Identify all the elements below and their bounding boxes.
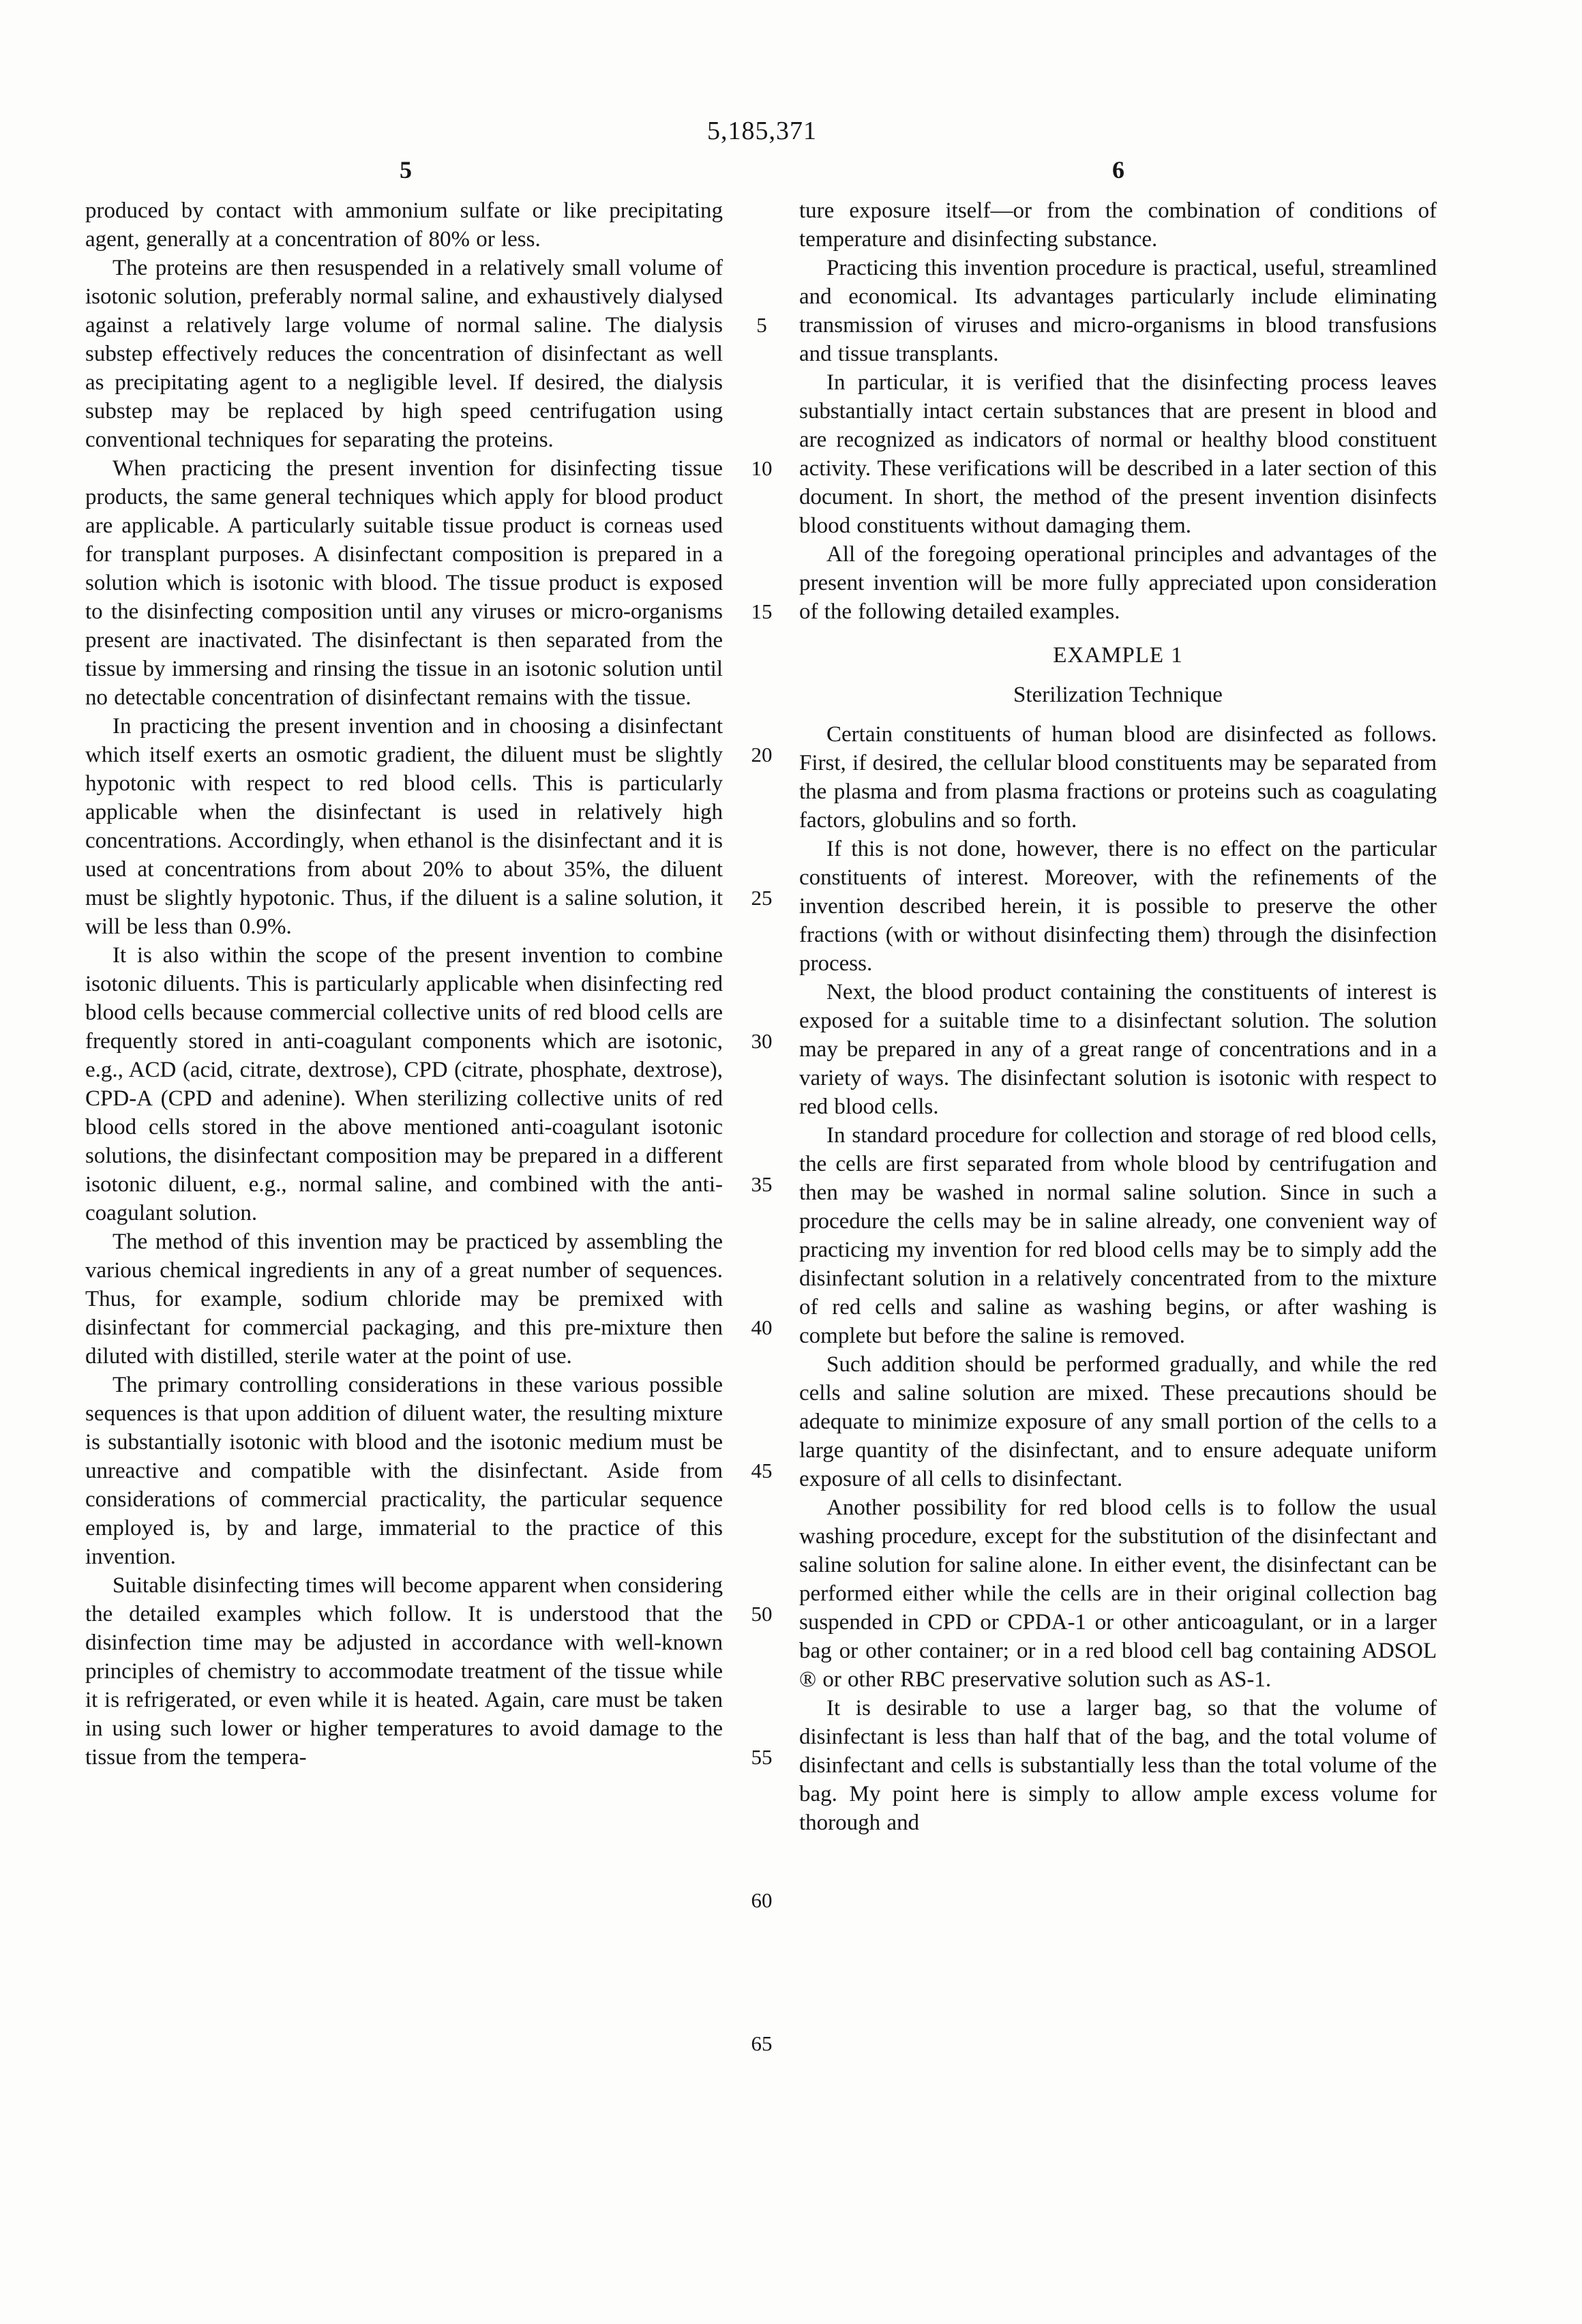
example-subheading: Sterilization Technique	[1013, 683, 1223, 707]
column-number-right: 6	[1112, 156, 1124, 183]
line-number: 30	[751, 1029, 773, 1053]
line-number: 20	[751, 743, 773, 766]
paragraph: Another possibility for red blood cells is to follow the usual washing procedure, except for the substitution of the disinfectant and saline solution for saline alone. In either event, the disinfectant can be performed either while the cells are in their original collection bag suspended in CPD or CPDA-1 or other anticoagulant, or in a larger bag or other container; or in a red blood cell bag containing ADSOL ® or other RBC preservative solution such as AS-1.	[799, 1495, 1437, 1692]
paragraph: It is also within the scope of the present invention to combine isotonic diluents. This is particularly applicable when disinfecting red blood cells because commercial collective units of red blood cells are frequently stored in anti-coagulant components which are isotonic, e.g., ACD (acid, citrate, dextrose), CPD (citrate, phosphate, dextrose), CPD-A (CPD and adenine). When sterilizing collective units of red blood cells stored in the above mentioned anti-coagulant isotonic solutions, the disinfectant composition may be prepared in a different isotonic diluent, e.g., normal saline, and combined with the anti-coagulant solution.	[85, 943, 723, 1225]
paragraph: If this is not done, however, there is no effect on the particular constituents of interest. Moreover, with the refinements of the invention described herein, it is possible to preserve the other fractions (with or without disinfecting them) through the disinfection process.	[799, 837, 1437, 976]
paragraph: When practicing the present invention for disinfecting tissue products, the same general techniques which apply for blood product are applicable. A particularly suitable tissue product is corneas used for transplant purposes. A disinfectant composition is prepared in a solution which is isotonic with blood. The tissue product is exposed to the disinfecting composition until any viruses or micro-organisms present are inactivated. The disinfectant is then separated from the tissue by immersing and rinsing the tissue in an isotonic solution until no detectable concentration of disinfectant remains with the tissue.	[85, 456, 723, 710]
right-text-column	[799, 196, 1437, 1837]
line-number: 35	[751, 1172, 773, 1196]
paragraph: In practicing the present invention and in choosing a disinfectant which itself exerts an osmotic gradient, the diluent must be slightly hypotonic with respect to red blood cells. This is particularly applicable when the disinfectant is used in relatively high concentrations. Accordingly, when ethanol is the disinfectant and it is used at concentrations from about 20% to about 35%, the diluent must be slightly hypotonic. Thus, if the diluent is a saline solution, it will be less than 0.9%.	[85, 714, 723, 939]
line-number: 5	[756, 313, 767, 337]
paragraph: Practicing this invention procedure is practical, useful, streamlined and economical. Its advantages particularly include eliminating transmission of viruses and micro-organisms in blood transfusions and tissue transplants.	[799, 256, 1437, 366]
paragraph: ture exposure itself—or from the combination of conditions of temperature and disinfecting substance.	[799, 198, 1437, 252]
paragraph: In standard procedure for collection and storage of red blood cells, the cells are first separated from whole blood by centrifugation and then may be washed in normal saline solution. Since in such a procedure the cells may be in saline already, one convenient way of practicing my invention for red blood cells may be to simply add the disinfectant solution in a relatively concentrated from to the mixture of red cells and saline as washing begins, or after washing is complete but before the saline is removed.	[799, 1123, 1437, 1348]
paragraph: Next, the blood product containing the constituents of interest is exposed for a suitable time to a disinfectant solution. The solution may be prepared in any of a great range of concentrations and in a variety of ways. The disinfectant solution is isotonic with respect to red blood cells.	[799, 980, 1437, 1119]
line-number: 50	[751, 1602, 773, 1626]
patent-number: 5,185,371	[707, 117, 817, 145]
paragraph: All of the foregoing operational principles and advantages of the present invention will be more fully appreciated upon consideration of the following detailed examples.	[799, 542, 1437, 624]
line-number: 25	[751, 886, 773, 910]
paragraph: Suitable disinfecting times will become apparent when considering the detailed examples which follow. It is understood that the disinfection time may be adjusted in accordance with well-known principles of chemistry to accommodate treatment of the tissue while it is refrigerated, or even while it is heated. Again, care must be taken in using such lower or higher temperatures to avoid damage to the tissue from the tempera-	[85, 1573, 723, 1770]
column-number-left: 5	[400, 156, 412, 183]
paragraph: Such addition should be performed gradually, and while the red cells and saline solution are mixed. These precautions should be adequate to minimize exposure of any small portion of the cells to a large quantity of the disinfectant, and to ensure adequate uniform exposure of all cells to disinfectant.	[799, 1352, 1437, 1491]
paragraph: The proteins are then resuspended in a relatively small volume of isotonic solution, preferably normal saline, and exhaustively dialysed against a relatively large volume of normal saline. The dialysis substep effectively reduces the concentration of disinfectant as well as precipitating agent to a negligible level. If desired, the dialysis substep may be replaced by high speed centrifugation using conventional techniques for separating the proteins.	[85, 256, 723, 452]
left-text-column	[85, 196, 723, 1772]
line-number: 40	[751, 1315, 773, 1339]
line-number: 45	[751, 1459, 773, 1483]
line-number-gutter	[735, 196, 788, 2174]
line-number: 55	[751, 1745, 773, 1769]
paragraph: It is desirable to use a larger bag, so that the volume of disinfectant is less than half that of the bag, and the total volume of disinfectant and cells is substantially less than the total volume of the bag. My point here is simply to allow ample excess volume for thorough and	[799, 1696, 1437, 1835]
paragraph: The primary controlling considerations in these various possible sequences is that upon addition of diluent water, the resulting mixture is substantially isotonic with blood and the isotonic medium must be unreactive and compatible with the disinfectant. Aside from considerations of commercial practicality, the particular sequence employed is, by and large, immaterial to the practice of this invention.	[85, 1373, 723, 1569]
line-number: 60	[751, 1888, 773, 1912]
paragraph: The method of this invention may be practiced by assembling the various chemical ingredients in any of a great number of sequences. Thus, for example, sodium chloride may be premixed with disinfectant for commercial packaging, and this pre-mixture then diluted with distilled, sterile water at the point of use.	[85, 1230, 723, 1369]
line-number: 65	[751, 2031, 773, 2055]
paragraph: Certain constituents of human blood are disinfected as follows. First, if desired, the cellular blood constituents may be separated from the plasma and from plasma fractions or proteins such as coagulating factors, globulins and so forth.	[799, 722, 1437, 833]
paragraph: produced by contact with ammonium sulfate or like precipitating agent, generally at a concentration of 80% or less.	[85, 198, 723, 252]
line-number: 10	[751, 456, 773, 480]
line-number: 15	[751, 599, 773, 623]
example-heading: EXAMPLE 1	[1053, 643, 1183, 668]
paragraph: In particular, it is verified that the disinfecting process leaves substantially intact certain substances that are present in blood and are recognized as indicators of normal or healthy blood constituent activity. These verifications will be described in a later section of this document. In short, the method of the present invention disinfects blood constituents without damaging them.	[799, 370, 1437, 538]
